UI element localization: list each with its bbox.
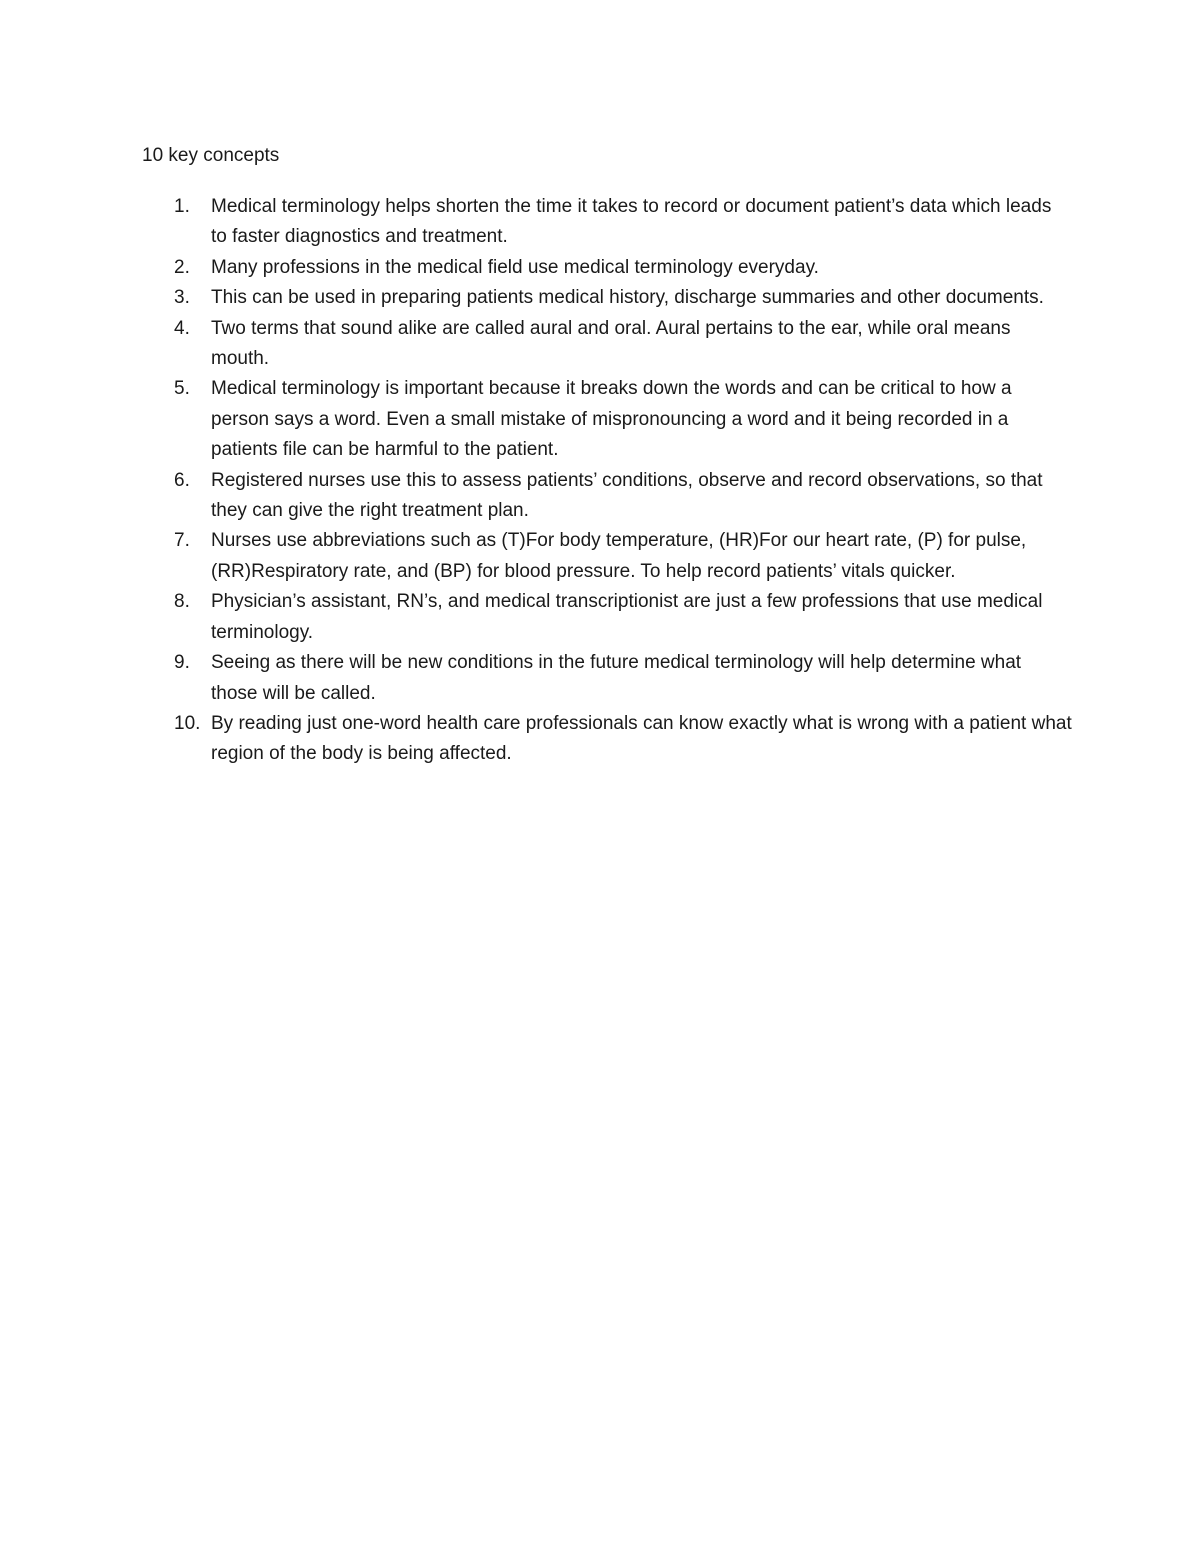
list-item	[142, 192, 1072, 253]
list-item	[142, 283, 1072, 313]
list-item-text: Nurses use abbreviations such as (T)For body temperature, (HR)For our heart rate, (P) for pulse, (RR)Respiratory rate, and (BP) for blood pressure. To help record patients’ vitals quicker.	[211, 530, 1027, 582]
list-item	[142, 526, 1072, 587]
list-item	[142, 314, 1072, 375]
list-item-text: By reading just one-word health care professionals can know exactly what is wrong with a patient what region of the body is being affected.	[211, 712, 1072, 765]
list-item-text: Two terms that sound alike are called aural and oral. Aural pertains to the ear, while oral means mouth.	[211, 317, 1011, 370]
list-item-text: This can be used in preparing patients medical history, discharge summaries and other documents.	[211, 287, 1044, 309]
document-title: 10 key concepts	[142, 145, 280, 166]
list-item-text: Seeing as there will be new conditions in the future medical terminology will help determine what those will be called.	[211, 652, 1022, 704]
list-item	[142, 709, 1072, 770]
list-item	[142, 648, 1072, 709]
list-item	[142, 374, 1072, 465]
list-item-text: Medical terminology helps shorten the time it takes to record or document patient’s data which leads to faster diagnostics and treatment.	[211, 196, 1052, 248]
list-item	[142, 587, 1072, 648]
list-item-text: Registered nurses use this to assess patients’ conditions, observe and record observations, so that they can give the right treatment plan.	[211, 469, 1043, 522]
list-item-number: 2.	[174, 256, 190, 278]
list-item-number: 10.	[174, 712, 201, 734]
list-item-number: 1.	[174, 196, 190, 217]
list-item-number: 8.	[174, 591, 190, 613]
key-concepts-list	[142, 192, 1072, 770]
list-item-number: 5.	[174, 378, 190, 400]
list-item-number: 4.	[174, 317, 190, 339]
list-item-number: 7.	[174, 530, 190, 552]
list-item-text: Many professions in the medical field use medical terminology everyday.	[211, 256, 819, 278]
list-item-number: 3.	[174, 287, 190, 309]
list-item	[142, 466, 1072, 527]
list-item-number: 6.	[174, 469, 190, 491]
list-item-number: 9.	[174, 652, 190, 674]
list-item	[142, 253, 1072, 283]
list-item-text: Physician’s assistant, RN’s, and medical transcriptionist are just a few professions that use medical terminology.	[211, 591, 1043, 643]
list-item-text: Medical terminology is important because it breaks down the words and can be critical to how a person says a word. Even a small mistake of mispronouncing a word and it being recorded in a patients file can be harmful to the patient.	[211, 378, 1012, 461]
